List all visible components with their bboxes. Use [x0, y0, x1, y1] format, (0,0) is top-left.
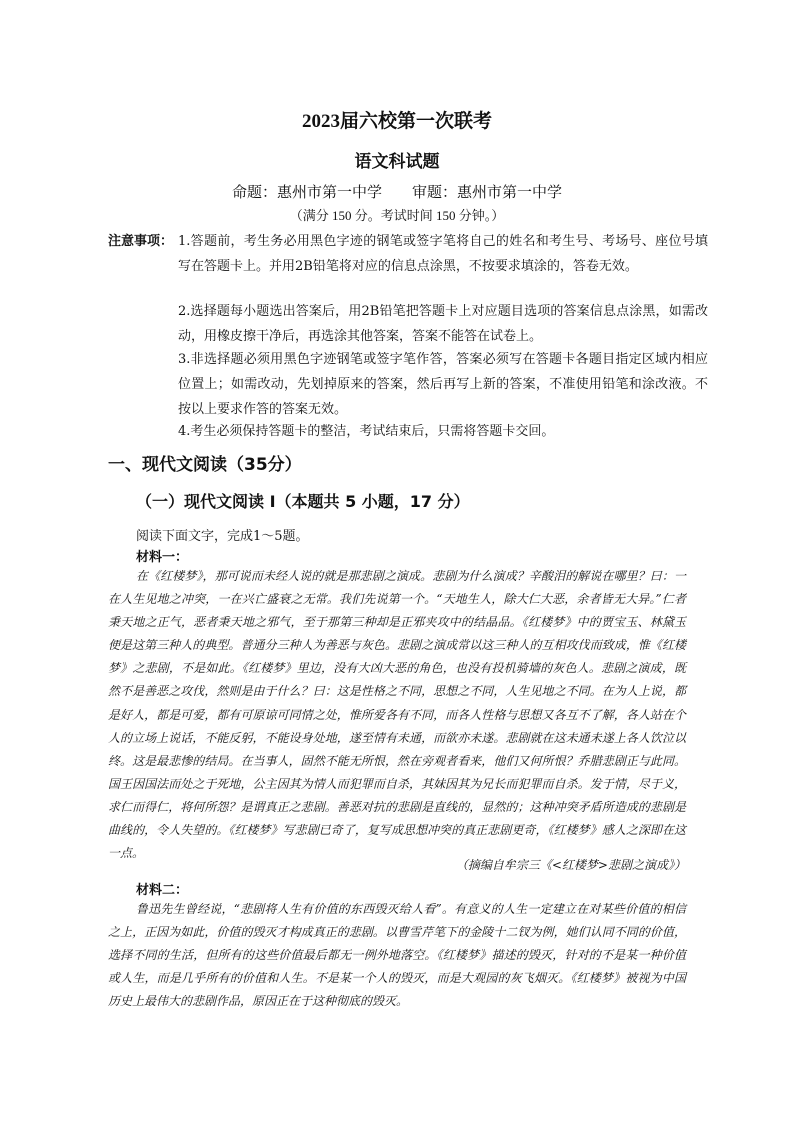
material-1-label: 材料一：	[136, 550, 189, 565]
notice-item: 1.答题前，考生务必用黑色字迹的钢笔或签字笔将自己的姓名和考生号、考场号、座位号填写在答题卡上。并用2B铅笔将对应的信息点涂黑，不按要求填涂的，答卷无效。	[178, 234, 708, 274]
exam-title: 2023届六校第一次联考	[301, 111, 492, 132]
reading-instruction: 阅读下面文字，完成1～5题。	[136, 529, 309, 544]
notice-item: 3.非选择题必须用黑色字迹钢笔或签字笔作答，答案必须写在答题卡各题目指定区域内相应位置上；如需改动，先划掉原来的答案，然后再写上新的答案，不准使用铅笔和涂改液。不按以上要求作答的答案无效。	[178, 352, 708, 417]
subsection-heading: （一）现代文阅读 I（本题共 5 小题，17 分）	[136, 492, 470, 511]
subject-title: 语文科试题	[354, 152, 440, 171]
material-2-text: 鲁迅先生曾经说，“悲剧将人生有价值的东西毁灭给人看”。有意义的人生一定建立在对某些价值的相信之上，正因为如此，价值的毁灭才构成真正的悲剧。以曹雪芹笔下的金陵十二钗为例，她们认同不同的价值，选择不同的生活，但所有的这些价值最后都无一例外地落空。《红楼梦》描述的毁灭，针对的不是某一种价值或人生，而是几乎所有的价值和人生。不是某一个人的毁灭，而是大观园的灰飞烟灭。《红楼梦》被视为中国历史上最伟大的悲剧作品，原因正在于这种彻底的毁灭。	[108, 902, 686, 1009]
notice-label: 注意事项：	[108, 234, 174, 249]
material-1-text: 在《红楼梦》，那可说而未经人说的就是那悲剧之演成。悲剧为什么演成？辛酸泪的解说在哪里？曰：一在人生见地之冲突，一在兴亡盛衰之无常。我们先说第一个。“天地生人，除大仁大恶，余者皆无大异。”仁者秉天地之正气，恶者秉天地之邪气，至于那第三种却是正邪夹攻中的结晶品。《红楼梦》中的贾宝玉、林黛玉便是这第三种人的典型。普通分三种人为善恶与灰色。悲剧之演成常以这三种人的互相攻伐而致成，惟《红楼梦》之悲剧，不是如此。《红楼梦》里边，没有大凶大恶的角色，也没有投机骑墙的灰色人。悲剧之演成，既然不是善恶之攻伐，然则是由于什么？曰：这是性格之不同，思想之不同，人生见地之不同。在为人上说，都是好人，都是可爱，都有可原谅可同情之处，惟所爱各有不同，而各人性格与思想又各互不了解，各人站在个人的立场上说话，不能反躬，不能设身处地，遂至情有未通，而欲亦未遂。悲剧就在这未通未遂上各人饮泣以终。这是最悲惨的结局。在当事人，固然不能无所恨，然在旁观者看来，他们又何所恨？乔腊悲剧正与此同。国王因国法而处之于死地，公主因其为情人而犯罪而自杀，其妹因其为兄长而犯罪而自杀。发于情，尽于义，求仁而得仁，将何所怨？是谓真正之悲剧。善恶对抗的悲剧是直线的，显然的；这种冲突矛盾所造成的悲剧是曲线的，令人失望的。《红楼梦》写悲剧已奇了，复写成思想冲突的真正悲剧更奇，《红楼梦》感人之深即在这一点。	[108, 569, 686, 861]
section-heading: 一、现代文阅读（35分）	[108, 455, 302, 475]
score-time-line: （满分 150 分。考试时间 150 分钟。）	[289, 208, 505, 223]
material-1-citation: （摘编自牟宗三《<红楼梦>悲剧之演成》）	[455, 858, 686, 872]
notice-item: 2.选择题每小题选出答案后，用2B铅笔把答题卡上对应题目选项的答案信息点涂黑，如需改动，用橡皮擦干净后，再选涂其他答案，答案不能答在试卷上。	[178, 304, 708, 344]
author-line: 命题：惠州市第一中学 审题：惠州市第一中学	[231, 185, 562, 201]
notice-item: 4.考生必须保持答题卡的整洁，考试结束后，只需将答题卡交回。	[178, 424, 555, 439]
material-2-label: 材料二：	[136, 883, 189, 898]
